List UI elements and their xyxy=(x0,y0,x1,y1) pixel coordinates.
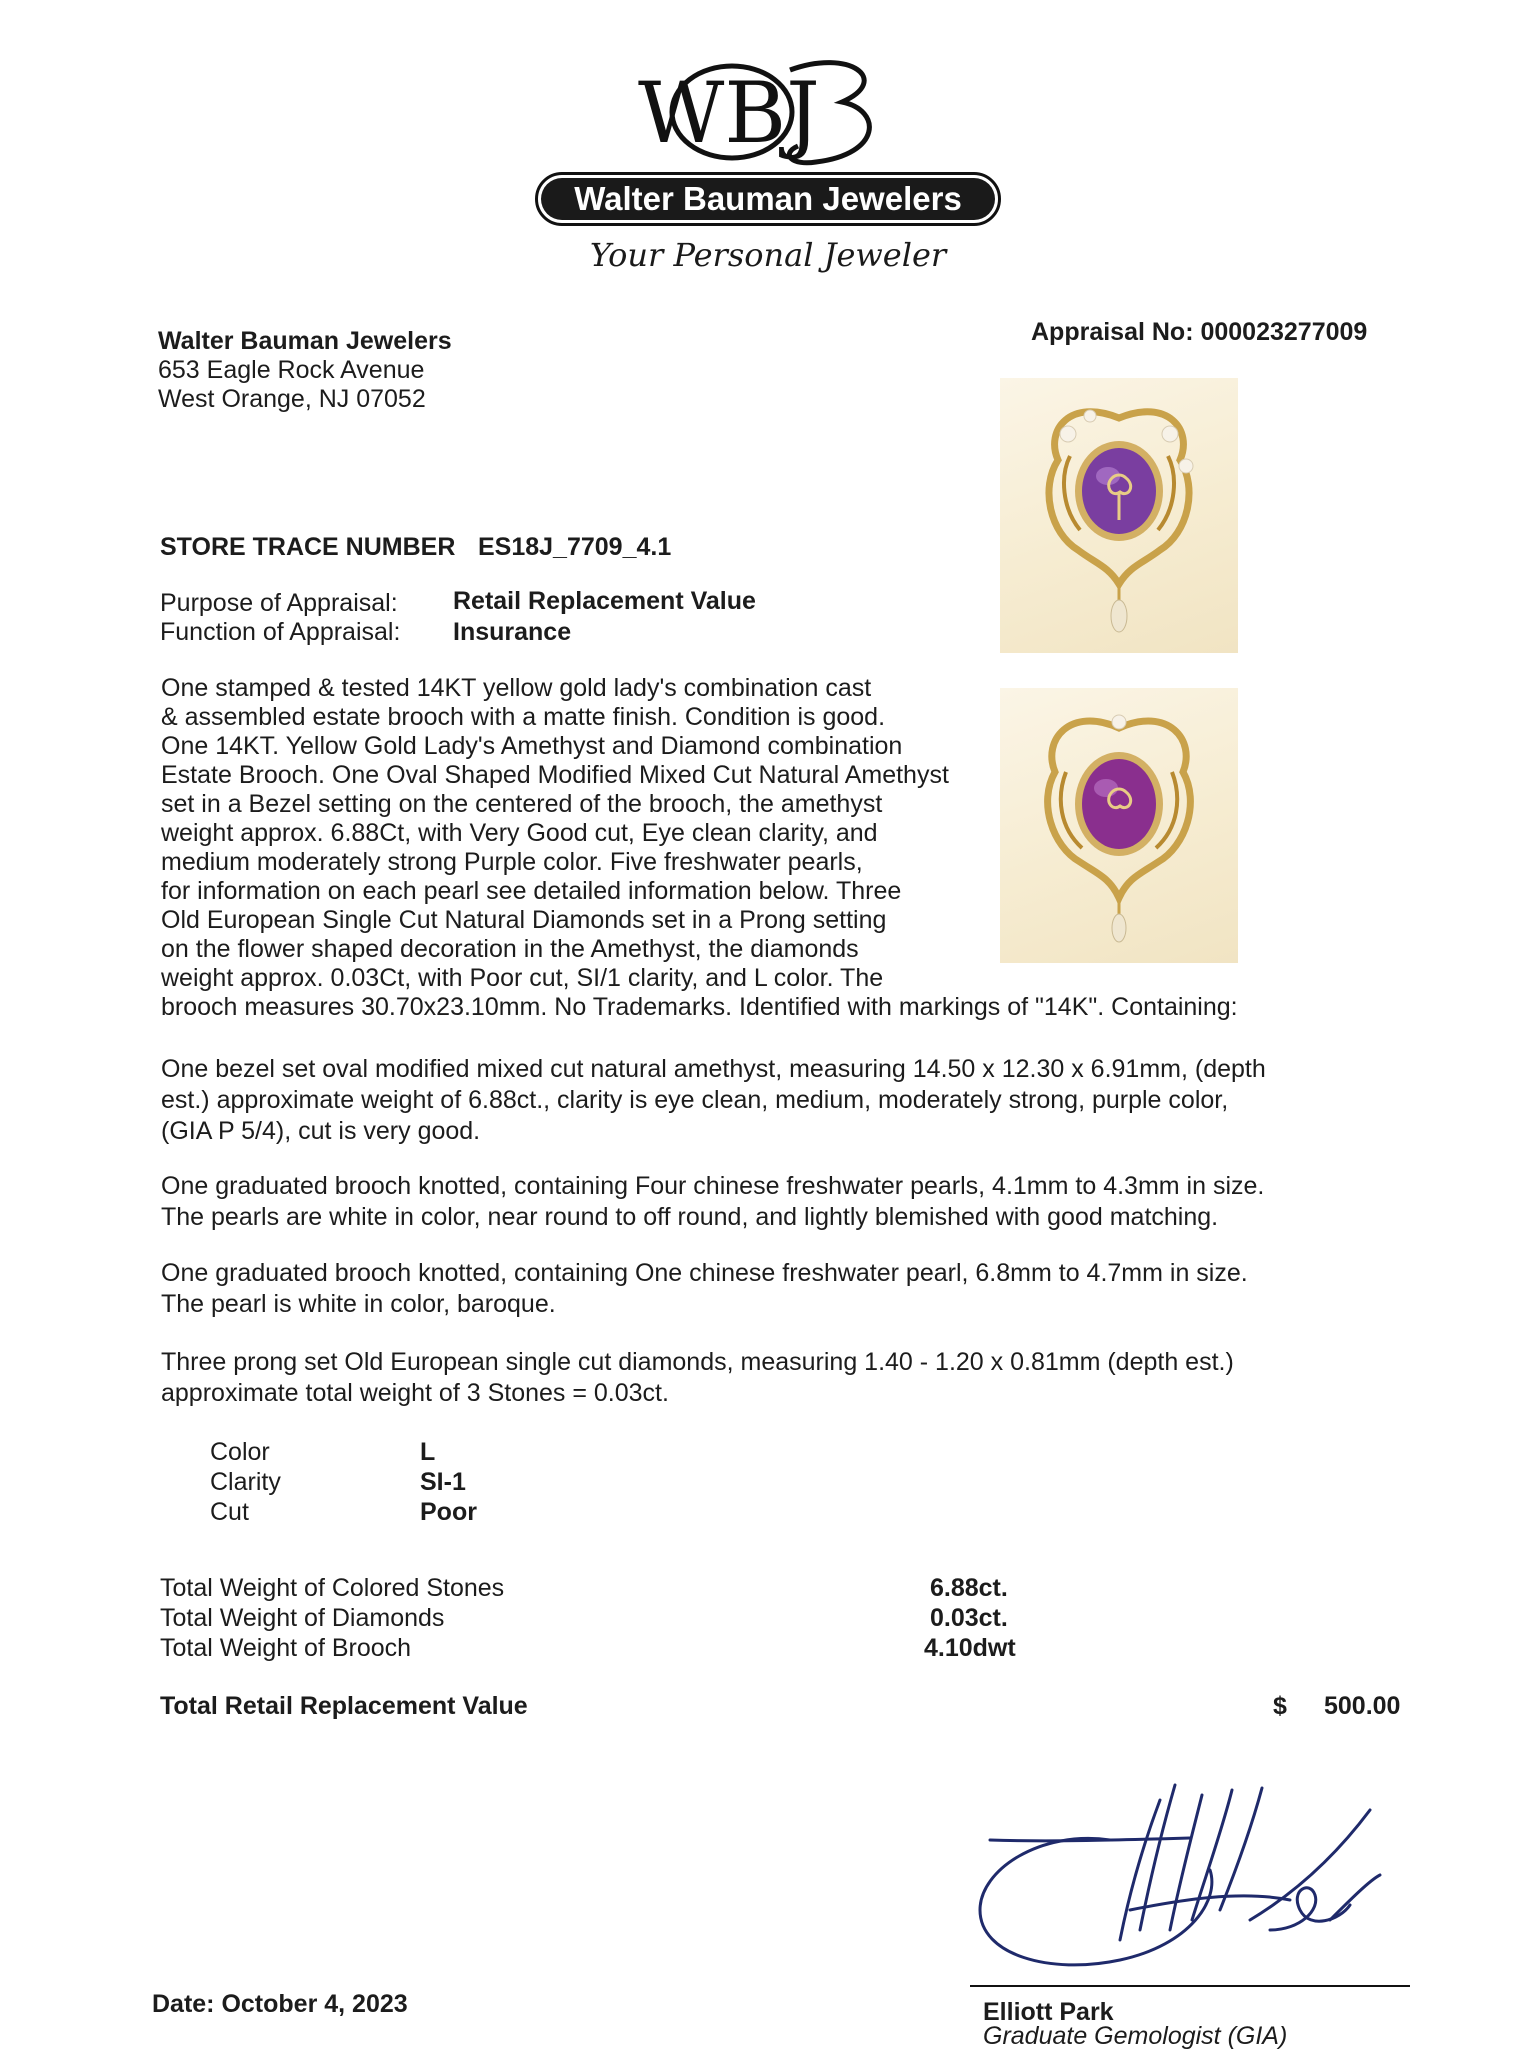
description-line: weight approx. 6.88Ct, with Very Good cut, Eye clean clarity, and xyxy=(161,819,878,847)
store-name: Walter Bauman Jewelers xyxy=(158,327,452,355)
signature-line xyxy=(970,1985,1410,1987)
logo-monogram xyxy=(620,50,910,170)
trace-value: ES18J_7709_4.1 xyxy=(478,533,672,561)
description-line: One stamped & tested 14KT yellow gold lady's combination cast xyxy=(161,674,872,702)
brooch-photo-front xyxy=(1000,378,1238,653)
amethyst-line: est.) approximate weight of 6.88ct., clarity is eye clean, medium, moderately strong, purple color, xyxy=(161,1086,1229,1114)
description-line: Old European Single Cut Natural Diamonds set in a Prong setting xyxy=(161,906,887,934)
appraisal-date: Date: October 4, 2023 xyxy=(152,1990,408,2018)
signer-title: Graduate Gemologist (GIA) xyxy=(983,2022,1288,2050)
grade-color-label: Color xyxy=(210,1438,270,1466)
store-address-line2: West Orange, NJ 07052 xyxy=(158,385,426,413)
amethyst-line: One bezel set oval modified mixed cut natural amethyst, measuring 14.50 x 12.30 x 6.91mm, (depth xyxy=(161,1055,1266,1083)
total-brooch-weight-value: 4.10dwt xyxy=(924,1634,1016,1662)
diamonds-line: Three prong set Old European single cut diamonds, measuring 1.40 - 1.20 x 0.81mm (depth est.) xyxy=(161,1348,1234,1376)
retail-value-label: Total Retail Replacement Value xyxy=(160,1692,528,1720)
pearl1-line: One graduated brooch knotted, containing One chinese freshwater pearl, 6.8mm to 4.7mm in size. xyxy=(161,1259,1248,1287)
diamonds-line: approximate total weight of 3 Stones = 0.03ct. xyxy=(161,1379,669,1407)
total-diamonds-label: Total Weight of Diamonds xyxy=(160,1604,445,1632)
grade-color-value: L xyxy=(420,1438,436,1466)
grade-clarity-value: SI-1 xyxy=(420,1468,466,1496)
total-diamonds-value: 0.03ct. xyxy=(930,1604,1008,1632)
grade-clarity-label: Clarity xyxy=(210,1468,281,1496)
brooch-photo-angle xyxy=(1000,688,1238,963)
total-colored-stones-value: 6.88ct. xyxy=(930,1574,1008,1602)
logo-banner-text: Walter Bauman Jewelers xyxy=(541,178,995,220)
retail-value-currency: $ xyxy=(1273,1692,1287,1720)
pearls4-line: The pearls are white in color, near round to off round, and lightly blemished with good matching. xyxy=(161,1203,1219,1231)
total-brooch-weight-label: Total Weight of Brooch xyxy=(160,1634,412,1662)
signer-name: Elliott Park xyxy=(983,1998,1114,2026)
logo-tagline: Your Personal Jeweler xyxy=(589,236,947,274)
description-line: set in a Bezel setting on the centered of the brooch, the amethyst xyxy=(161,790,883,818)
pearl1-line: The pearl is white in color, baroque. xyxy=(161,1290,556,1318)
description-line: for information on each pearl see detailed information below. Three xyxy=(161,877,902,905)
description-line: One 14KT. Yellow Gold Lady's Amethyst and Diamond combination xyxy=(161,732,903,760)
signature xyxy=(970,1780,1430,1980)
function-value: Insurance xyxy=(453,618,572,646)
grade-cut-label: Cut xyxy=(210,1498,249,1526)
description-line: weight approx. 0.03Ct, with Poor cut, SI/1 clarity, and L color. The xyxy=(161,964,884,992)
description-line: Estate Brooch. One Oval Shaped Modified Mixed Cut Natural Amethyst xyxy=(161,761,949,789)
trace-label: STORE TRACE NUMBER xyxy=(160,533,456,561)
description-line: medium moderately strong Purple color. Five freshwater pearls, xyxy=(161,848,863,876)
description-line: on the flower shaped decoration in the Amethyst, the diamonds xyxy=(161,935,859,963)
description-line: brooch measures 30.70x23.10mm. No Trademarks. Identified with markings of "14K". Containing: xyxy=(161,993,1238,1021)
purpose-label: Purpose of Appraisal: xyxy=(160,589,398,617)
amethyst-line: (GIA P 5/4), cut is very good. xyxy=(161,1117,481,1145)
pearls4-line: One graduated brooch knotted, containing Four chinese freshwater pearls, 4.1mm to 4.3mm in size. xyxy=(161,1172,1265,1200)
logo-monogram-text: WBJ xyxy=(638,64,820,162)
description-line: & assembled estate brooch with a matte finish. Condition is good. xyxy=(161,703,886,731)
purpose-value: Retail Replacement Value xyxy=(453,587,756,615)
logo-banner xyxy=(535,172,1001,226)
grade-cut-value: Poor xyxy=(420,1498,477,1526)
total-colored-stones-label: Total Weight of Colored Stones xyxy=(160,1574,505,1602)
function-label: Function of Appraisal: xyxy=(160,618,401,646)
appraisal-number: Appraisal No: 000023277009 xyxy=(1031,318,1368,346)
store-address-line1: 653 Eagle Rock Avenue xyxy=(158,356,425,384)
retail-value-amount: 500.00 xyxy=(1324,1692,1401,1720)
